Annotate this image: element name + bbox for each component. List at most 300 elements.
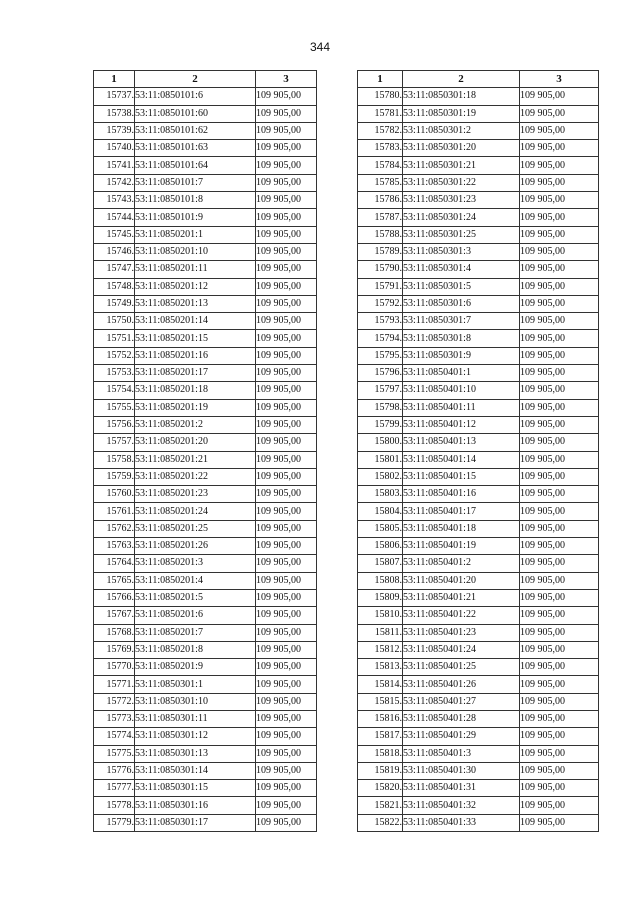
- cadastral-number-cell: 53:11:0850401:21: [403, 589, 520, 606]
- row-number-cell: 15774.: [94, 728, 135, 745]
- row-number-cell: 15745.: [94, 226, 135, 243]
- cadastral-number-cell: 53:11:0850201:26: [135, 538, 256, 555]
- table-row: [358, 416, 599, 433]
- table-row: [358, 676, 599, 693]
- value-cell: 109 905,00: [520, 451, 599, 468]
- row-number-cell: 15768.: [94, 624, 135, 641]
- table-row: [94, 572, 317, 589]
- table-row: [358, 589, 599, 606]
- row-number-cell: 15764.: [94, 555, 135, 572]
- table-row: [94, 295, 317, 312]
- row-number-cell: 15760.: [94, 486, 135, 503]
- cadastral-number-cell: 53:11:0850101:8: [135, 192, 256, 209]
- row-number-cell: 15803.: [358, 486, 403, 503]
- row-number-cell: 15800.: [358, 434, 403, 451]
- cadastral-number-cell: 53:11:0850401:12: [403, 416, 520, 433]
- row-number-cell: 15749.: [94, 295, 135, 312]
- row-number-cell: 15750.: [94, 313, 135, 330]
- table-row: [94, 140, 317, 157]
- value-cell: 109 905,00: [256, 313, 317, 330]
- row-number-cell: 15775.: [94, 745, 135, 762]
- cadastral-number-cell: 53:11:0850401:32: [403, 797, 520, 814]
- table-row: [94, 728, 317, 745]
- cadastral-number-cell: 53:11:0850301:11: [135, 710, 256, 727]
- value-cell: 109 905,00: [256, 226, 317, 243]
- cadastral-number-cell: 53:11:0850401:14: [403, 451, 520, 468]
- table-row: [358, 261, 599, 278]
- row-number-cell: 15778.: [94, 797, 135, 814]
- table-row: [358, 607, 599, 624]
- row-number-cell: 15791.: [358, 278, 403, 295]
- table-row: [94, 174, 317, 191]
- value-cell: 109 905,00: [256, 710, 317, 727]
- table-row: [94, 330, 317, 347]
- table-row: [94, 538, 317, 555]
- table-row: [358, 762, 599, 779]
- table-row: [358, 382, 599, 399]
- row-number-cell: 15811.: [358, 624, 403, 641]
- row-number-cell: 15817.: [358, 728, 403, 745]
- table-row: [94, 382, 317, 399]
- cadastral-number-cell: 53:11:0850301:2: [403, 122, 520, 139]
- value-cell: 109 905,00: [520, 382, 599, 399]
- value-cell: 109 905,00: [520, 295, 599, 312]
- cadastral-number-cell: 53:11:0850301:22: [403, 174, 520, 191]
- table-row: [358, 174, 599, 191]
- value-cell: 109 905,00: [520, 313, 599, 330]
- value-cell: 109 905,00: [520, 209, 599, 226]
- table-row: [94, 468, 317, 485]
- row-number-cell: 15814.: [358, 676, 403, 693]
- cadastral-number-cell: 53:11:0850401:33: [403, 814, 520, 831]
- row-number-cell: 15820.: [358, 780, 403, 797]
- table-row: [358, 399, 599, 416]
- value-cell: 109 905,00: [256, 486, 317, 503]
- cadastral-number-cell: 53:11:0850201:23: [135, 486, 256, 503]
- table-row: [94, 226, 317, 243]
- cadastral-number-cell: 53:11:0850201:25: [135, 520, 256, 537]
- table-row: [94, 105, 317, 122]
- value-cell: 109 905,00: [520, 399, 599, 416]
- cadastral-number-cell: 53:11:0850401:11: [403, 399, 520, 416]
- cadastral-number-cell: 53:11:0850401:17: [403, 503, 520, 520]
- table-row: [94, 797, 317, 814]
- row-number-cell: 15746.: [94, 243, 135, 260]
- row-number-cell: 15761.: [94, 503, 135, 520]
- table-row: [358, 486, 599, 503]
- row-number-cell: 15792.: [358, 295, 403, 312]
- value-cell: 109 905,00: [520, 728, 599, 745]
- cadastral-number-cell: 53:11:0850201:9: [135, 659, 256, 676]
- value-cell: 109 905,00: [256, 814, 317, 831]
- table-row: [358, 313, 599, 330]
- table-row: [358, 192, 599, 209]
- cadastral-number-cell: 53:11:0850401:2: [403, 555, 520, 572]
- header-col-2: 2: [403, 71, 520, 88]
- value-cell: 109 905,00: [520, 641, 599, 658]
- row-number-cell: 15804.: [358, 503, 403, 520]
- value-cell: 109 905,00: [520, 468, 599, 485]
- cadastral-number-cell: 53:11:0850201:18: [135, 382, 256, 399]
- cadastral-number-cell: 53:11:0850401:16: [403, 486, 520, 503]
- cadastral-number-cell: 53:11:0850301:3: [403, 243, 520, 260]
- value-cell: 109 905,00: [256, 347, 317, 364]
- table-row: [94, 486, 317, 503]
- table-row: [94, 710, 317, 727]
- cadastral-number-cell: 53:11:0850301:16: [135, 797, 256, 814]
- value-cell: 109 905,00: [520, 814, 599, 831]
- register-table-left: [93, 70, 317, 832]
- table-row: [358, 503, 599, 520]
- cadastral-number-cell: 53:11:0850301:20: [403, 140, 520, 157]
- value-cell: 109 905,00: [256, 88, 317, 105]
- cadastral-number-cell: 53:11:0850301:5: [403, 278, 520, 295]
- header-col-1: 1: [358, 71, 403, 88]
- table-row: [94, 607, 317, 624]
- value-cell: 109 905,00: [256, 693, 317, 710]
- value-cell: 109 905,00: [256, 243, 317, 260]
- value-cell: 109 905,00: [256, 676, 317, 693]
- table-row: [358, 157, 599, 174]
- row-number-cell: 15753.: [94, 365, 135, 382]
- value-cell: 109 905,00: [256, 434, 317, 451]
- row-number-cell: 15743.: [94, 192, 135, 209]
- register-table-right: [357, 70, 599, 832]
- row-number-cell: 15757.: [94, 434, 135, 451]
- table-row: [358, 745, 599, 762]
- table-row: [94, 88, 317, 105]
- table-row: [358, 451, 599, 468]
- value-cell: 109 905,00: [520, 261, 599, 278]
- table-row: [94, 365, 317, 382]
- value-cell: 109 905,00: [520, 555, 599, 572]
- table-row: [358, 209, 599, 226]
- row-number-cell: 15785.: [358, 174, 403, 191]
- cadastral-number-cell: 53:11:0850201:15: [135, 330, 256, 347]
- row-number-cell: 15788.: [358, 226, 403, 243]
- table-row: [358, 347, 599, 364]
- row-number-cell: 15759.: [94, 468, 135, 485]
- row-number-cell: 15815.: [358, 693, 403, 710]
- table-row: [94, 192, 317, 209]
- cadastral-number-cell: 53:11:0850301:1: [135, 676, 256, 693]
- value-cell: 109 905,00: [256, 451, 317, 468]
- cadastral-number-cell: 53:11:0850401:28: [403, 710, 520, 727]
- row-number-cell: 15773.: [94, 710, 135, 727]
- value-cell: 109 905,00: [520, 710, 599, 727]
- row-number-cell: 15810.: [358, 607, 403, 624]
- cadastral-number-cell: 53:11:0850301:24: [403, 209, 520, 226]
- row-number-cell: 15789.: [358, 243, 403, 260]
- cadastral-number-cell: 53:11:0850201:24: [135, 503, 256, 520]
- table-row: [94, 555, 317, 572]
- cadastral-number-cell: 53:11:0850201:11: [135, 261, 256, 278]
- value-cell: 109 905,00: [520, 572, 599, 589]
- table-row: [358, 278, 599, 295]
- value-cell: 109 905,00: [520, 780, 599, 797]
- value-cell: 109 905,00: [256, 105, 317, 122]
- table-row: [358, 295, 599, 312]
- row-number-cell: 15793.: [358, 313, 403, 330]
- table-row: [358, 226, 599, 243]
- row-number-cell: 15754.: [94, 382, 135, 399]
- cadastral-number-cell: 53:11:0850401:22: [403, 607, 520, 624]
- header-col-2: 2: [135, 71, 256, 88]
- cadastral-number-cell: 53:11:0850301:10: [135, 693, 256, 710]
- row-number-cell: 15813.: [358, 659, 403, 676]
- value-cell: 109 905,00: [256, 745, 317, 762]
- cadastral-number-cell: 53:11:0850201:21: [135, 451, 256, 468]
- row-number-cell: 15758.: [94, 451, 135, 468]
- row-number-cell: 15786.: [358, 192, 403, 209]
- row-number-cell: 15790.: [358, 261, 403, 278]
- value-cell: 109 905,00: [520, 659, 599, 676]
- row-number-cell: 15777.: [94, 780, 135, 797]
- table-row: [94, 762, 317, 779]
- row-number-cell: 15798.: [358, 399, 403, 416]
- value-cell: 109 905,00: [256, 192, 317, 209]
- value-cell: 109 905,00: [520, 174, 599, 191]
- value-cell: 109 905,00: [520, 607, 599, 624]
- cadastral-number-cell: 53:11:0850301:9: [403, 347, 520, 364]
- table-row: [94, 589, 317, 606]
- value-cell: 109 905,00: [520, 520, 599, 537]
- table-row: [358, 330, 599, 347]
- cadastral-number-cell: 53:11:0850401:19: [403, 538, 520, 555]
- value-cell: 109 905,00: [256, 589, 317, 606]
- table-row: [358, 468, 599, 485]
- row-number-cell: 15755.: [94, 399, 135, 416]
- value-cell: 109 905,00: [520, 538, 599, 555]
- cadastral-number-cell: 53:11:0850401:23: [403, 624, 520, 641]
- header-row: [94, 71, 317, 88]
- value-cell: 109 905,00: [520, 434, 599, 451]
- cadastral-number-cell: 53:11:0850201:3: [135, 555, 256, 572]
- row-number-cell: 15809.: [358, 589, 403, 606]
- row-number-cell: 15738.: [94, 105, 135, 122]
- cadastral-number-cell: 53:11:0850201:19: [135, 399, 256, 416]
- value-cell: 109 905,00: [256, 399, 317, 416]
- value-cell: 109 905,00: [520, 347, 599, 364]
- row-number-cell: 15806.: [358, 538, 403, 555]
- row-number-cell: 15816.: [358, 710, 403, 727]
- row-number-cell: 15812.: [358, 641, 403, 658]
- table-row: [358, 780, 599, 797]
- cadastral-number-cell: 53:11:0850301:19: [403, 105, 520, 122]
- value-cell: 109 905,00: [520, 278, 599, 295]
- row-number-cell: 15741.: [94, 157, 135, 174]
- cadastral-number-cell: 53:11:0850201:20: [135, 434, 256, 451]
- row-number-cell: 15787.: [358, 209, 403, 226]
- cadastral-number-cell: 53:11:0850301:4: [403, 261, 520, 278]
- value-cell: 109 905,00: [256, 555, 317, 572]
- value-cell: 109 905,00: [256, 572, 317, 589]
- cadastral-number-cell: 53:11:0850201:22: [135, 468, 256, 485]
- value-cell: 109 905,00: [256, 365, 317, 382]
- table-row: [358, 814, 599, 831]
- cadastral-number-cell: 53:11:0850301:12: [135, 728, 256, 745]
- row-number-cell: 15819.: [358, 762, 403, 779]
- table-row: [358, 624, 599, 641]
- table-row: [94, 451, 317, 468]
- cadastral-number-cell: 53:11:0850201:14: [135, 313, 256, 330]
- row-number-cell: 15801.: [358, 451, 403, 468]
- table-row: [358, 728, 599, 745]
- cadastral-number-cell: 53:11:0850301:25: [403, 226, 520, 243]
- value-cell: 109 905,00: [520, 486, 599, 503]
- table-row: [94, 416, 317, 433]
- value-cell: 109 905,00: [256, 209, 317, 226]
- value-cell: 109 905,00: [520, 676, 599, 693]
- value-cell: 109 905,00: [256, 780, 317, 797]
- value-cell: 109 905,00: [520, 192, 599, 209]
- table-row: [358, 140, 599, 157]
- value-cell: 109 905,00: [520, 226, 599, 243]
- table-row: [358, 122, 599, 139]
- value-cell: 109 905,00: [520, 624, 599, 641]
- cadastral-number-cell: 53:11:0850201:12: [135, 278, 256, 295]
- value-cell: 109 905,00: [520, 105, 599, 122]
- table-row: [94, 122, 317, 139]
- table-row: [94, 641, 317, 658]
- table-row: [94, 313, 317, 330]
- value-cell: 109 905,00: [520, 243, 599, 260]
- table-row: [358, 555, 599, 572]
- row-number-cell: 15779.: [94, 814, 135, 831]
- row-number-cell: 15756.: [94, 416, 135, 433]
- row-number-cell: 15737.: [94, 88, 135, 105]
- cadastral-number-cell: 53:11:0850301:8: [403, 330, 520, 347]
- row-number-cell: 15807.: [358, 555, 403, 572]
- table-row: [358, 243, 599, 260]
- cadastral-number-cell: 53:11:0850201:7: [135, 624, 256, 641]
- value-cell: 109 905,00: [256, 520, 317, 537]
- cadastral-number-cell: 53:11:0850401:26: [403, 676, 520, 693]
- value-cell: 109 905,00: [520, 693, 599, 710]
- table-row: [94, 624, 317, 641]
- table-row: [94, 157, 317, 174]
- cadastral-number-cell: 53:11:0850401:3: [403, 745, 520, 762]
- row-number-cell: 15742.: [94, 174, 135, 191]
- value-cell: 109 905,00: [256, 174, 317, 191]
- table-row: [94, 520, 317, 537]
- row-number-cell: 15772.: [94, 693, 135, 710]
- value-cell: 109 905,00: [520, 762, 599, 779]
- table-row: [94, 676, 317, 693]
- row-number-cell: 15766.: [94, 589, 135, 606]
- cadastral-number-cell: 53:11:0850401:10: [403, 382, 520, 399]
- row-number-cell: 15821.: [358, 797, 403, 814]
- value-cell: 109 905,00: [256, 538, 317, 555]
- table-row: [94, 399, 317, 416]
- value-cell: 109 905,00: [256, 624, 317, 641]
- row-number-cell: 15752.: [94, 347, 135, 364]
- cadastral-number-cell: 53:11:0850201:16: [135, 347, 256, 364]
- value-cell: 109 905,00: [256, 278, 317, 295]
- value-cell: 109 905,00: [256, 762, 317, 779]
- cadastral-number-cell: 53:11:0850201:10: [135, 243, 256, 260]
- cadastral-number-cell: 53:11:0850201:13: [135, 295, 256, 312]
- header-col-1: 1: [94, 71, 135, 88]
- header-col-3: 3: [256, 71, 317, 88]
- row-number-cell: 15767.: [94, 607, 135, 624]
- row-number-cell: 15771.: [94, 676, 135, 693]
- cadastral-number-cell: 53:11:0850301:17: [135, 814, 256, 831]
- table-row: [94, 780, 317, 797]
- table-row: [94, 278, 317, 295]
- value-cell: 109 905,00: [520, 88, 599, 105]
- value-cell: 109 905,00: [256, 503, 317, 520]
- cadastral-number-cell: 53:11:0850301:6: [403, 295, 520, 312]
- value-cell: 109 905,00: [520, 365, 599, 382]
- cadastral-number-cell: 53:11:0850401:20: [403, 572, 520, 589]
- cadastral-number-cell: 53:11:0850401:25: [403, 659, 520, 676]
- cadastral-number-cell: 53:11:0850301:23: [403, 192, 520, 209]
- row-number-cell: 15762.: [94, 520, 135, 537]
- table-row: [358, 88, 599, 105]
- cadastral-number-cell: 53:11:0850101:60: [135, 105, 256, 122]
- value-cell: 109 905,00: [520, 330, 599, 347]
- table-row: [358, 659, 599, 676]
- cadastral-number-cell: 53:11:0850201:1: [135, 226, 256, 243]
- value-cell: 109 905,00: [256, 330, 317, 347]
- cadastral-number-cell: 53:11:0850101:64: [135, 157, 256, 174]
- value-cell: 109 905,00: [256, 140, 317, 157]
- table-row: [358, 710, 599, 727]
- table-row: [358, 520, 599, 537]
- row-number-cell: 15802.: [358, 468, 403, 485]
- row-number-cell: 15781.: [358, 105, 403, 122]
- cadastral-number-cell: 53:11:0850301:7: [403, 313, 520, 330]
- cadastral-number-cell: 53:11:0850401:27: [403, 693, 520, 710]
- table-row: [358, 572, 599, 589]
- value-cell: 109 905,00: [520, 589, 599, 606]
- row-number-cell: 15763.: [94, 538, 135, 555]
- value-cell: 109 905,00: [520, 157, 599, 174]
- value-cell: 109 905,00: [520, 745, 599, 762]
- table-row: [94, 347, 317, 364]
- value-cell: 109 905,00: [256, 607, 317, 624]
- row-number-cell: 15799.: [358, 416, 403, 433]
- value-cell: 109 905,00: [520, 122, 599, 139]
- cadastral-number-cell: 53:11:0850201:2: [135, 416, 256, 433]
- table-row: [94, 745, 317, 762]
- row-number-cell: 15751.: [94, 330, 135, 347]
- table-row: [94, 261, 317, 278]
- cadastral-number-cell: 53:11:0850201:6: [135, 607, 256, 624]
- row-number-cell: 15822.: [358, 814, 403, 831]
- table-row: [94, 503, 317, 520]
- table-row: [94, 814, 317, 831]
- header-row: [358, 71, 599, 88]
- row-number-cell: 15808.: [358, 572, 403, 589]
- table-row: [358, 434, 599, 451]
- value-cell: 109 905,00: [256, 416, 317, 433]
- row-number-cell: 15784.: [358, 157, 403, 174]
- row-number-cell: 15780.: [358, 88, 403, 105]
- cadastral-number-cell: 53:11:0850201:8: [135, 641, 256, 658]
- cadastral-number-cell: 53:11:0850301:21: [403, 157, 520, 174]
- value-cell: 109 905,00: [520, 797, 599, 814]
- value-cell: 109 905,00: [520, 140, 599, 157]
- table-row: [358, 693, 599, 710]
- cadastral-number-cell: 53:11:0850101:62: [135, 122, 256, 139]
- table-row: [94, 243, 317, 260]
- table-row: [94, 659, 317, 676]
- table-row: [358, 105, 599, 122]
- cadastral-number-cell: 53:11:0850301:15: [135, 780, 256, 797]
- row-number-cell: 15805.: [358, 520, 403, 537]
